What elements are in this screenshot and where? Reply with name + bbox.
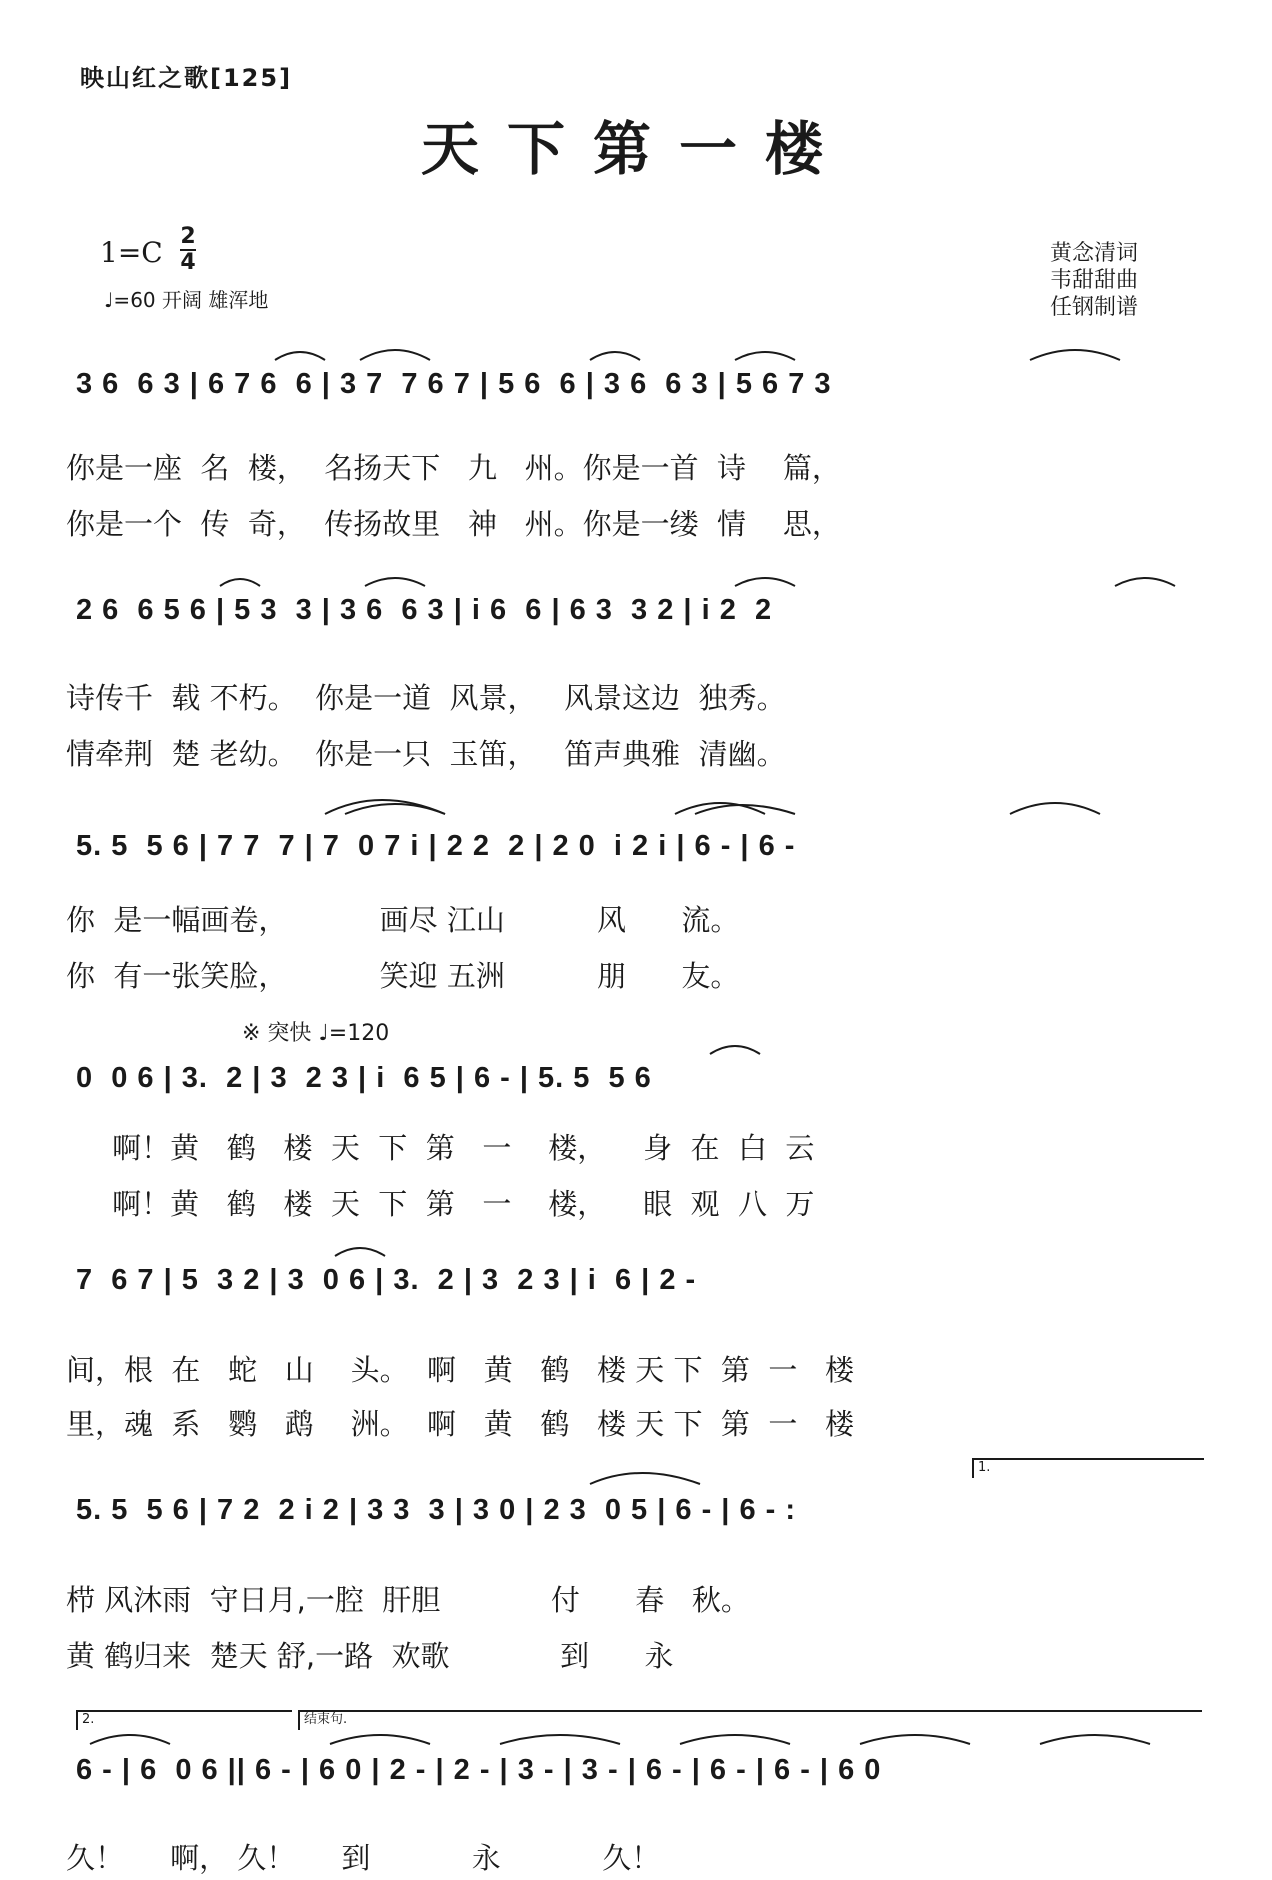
lyric-line-4-verse-2: 啊！黄 鹤 楼 天 下 第 一 楼， 眼 观 八 万	[66, 1187, 815, 1221]
lyric-line-3-verse-1: 你 是一幅画卷， 画尽 江山 风 流。	[66, 903, 740, 937]
notation-line-3: 5. 5 5 6 | 7 7 7 | 7 0 7 i | 2 2 2 | 2 0 i 2 i | 6 - | 6 -	[76, 830, 796, 862]
notation-line-6: 5. 5 5 6 | 7 2 2 i 2 | 3 3 3 | 3 0 | 2 3 0 5 | 6 - | 6 - :	[76, 1494, 797, 1526]
slur-arc	[275, 352, 325, 360]
lyric-line-6-verse-2: 黄 鹤归来 楚天 舒,一路 欢歌 到 永	[66, 1639, 674, 1673]
notation-line-7: 6 - | 6 0 6 || 6 - | 6 0 | 2 - | 2 - | 3 - | 3 - | 6 - | 6 - | 6 - | 6 0	[76, 1754, 882, 1786]
slur-arc	[735, 352, 795, 360]
slur-arc	[735, 578, 795, 586]
notation-line-2: 2 6 6 5 6 | 5 3 3 | 3 6 6 3 | i 6 6 | 6 3 3 2 | i 2 2	[76, 594, 773, 626]
lyric-line-4-verse-1: 啊！黄 鹤 楼 天 下 第 一 楼， 身 在 白 云	[66, 1131, 815, 1165]
lyric-line-2-verse-1: 诗传千 载 不朽。 你是一道 风景， 风景这边 独秀。	[66, 681, 786, 715]
lyric-line-1-verse-1: 你是一座 名 楼， 名扬天下 九 州。你是一首 诗 篇，	[66, 451, 841, 485]
song-title: 天下第一楼	[420, 115, 851, 183]
first-ending-bracket: 1.	[972, 1458, 1204, 1478]
slur-arc	[360, 350, 430, 360]
tempo-change-marker: ※ 突快 ♩=120	[242, 1021, 390, 1046]
slur-arc	[500, 1735, 620, 1744]
slur-arc	[1010, 803, 1100, 814]
notation-line-1: 3 6 6 3 | 6 7 6 6 | 3 7 7 6 7 | 5 6 6 | 3 6 6 3 | 5 6 7 3	[76, 368, 832, 400]
slur-arc	[365, 578, 425, 586]
arranger-credit: 任钢制谱	[1050, 295, 1139, 320]
slur-arc	[1030, 350, 1120, 360]
slur-arc	[710, 1046, 760, 1054]
time-signature-bottom: 4	[180, 250, 196, 275]
time-signature-top: 2	[180, 224, 196, 249]
slur-arc	[325, 800, 445, 814]
slur-arc	[590, 1473, 700, 1484]
slur-arc	[345, 804, 445, 814]
notation-line-5: 7 6 7 | 5 3 2 | 3 0 6 | 3. 2 | 3 2 3 | i 6 | 2 -	[76, 1264, 697, 1296]
slur-arc	[1115, 578, 1175, 586]
slur-arc	[680, 1735, 790, 1744]
slur-arc	[860, 1735, 970, 1744]
slur-arc	[335, 1248, 385, 1256]
lyric-line-2-verse-2: 情牵荆 楚 老幼。 你是一只 玉笛， 笛声典雅 清幽。	[66, 737, 786, 771]
lyric-line-5-verse-1: 间，根 在 蛇 山 头。 啊 黄 鹤 楼 天 下 第 一 楼	[66, 1353, 854, 1387]
slur-arc	[90, 1735, 170, 1744]
coda-bracket: 结束句.	[298, 1710, 1202, 1730]
lyric-line-1-verse-2: 你是一个 传 奇， 传扬故里 神 州。你是一缕 情 思，	[66, 507, 841, 541]
notation-line-4: 0 0 6 | 3. 2 | 3 2 3 | i 6 5 | 6 - | 5. 5 5 6	[76, 1062, 652, 1094]
key-signature: 1=C	[100, 236, 163, 269]
composer-credit: 韦甜甜曲	[1050, 268, 1139, 293]
lyric-line-7: 久！ 啊， 久！ 到 永 久！	[66, 1841, 661, 1875]
lyric-line-6-verse-1: 栉 风沐雨 守日月,一腔 肝胆 付 春 秋。	[66, 1583, 750, 1617]
slur-arc	[590, 352, 640, 360]
tempo-marking: ♩=60 开阔 雄浑地	[104, 288, 269, 312]
slur-arc	[220, 579, 260, 586]
second-ending-bracket: 2.	[76, 1710, 292, 1730]
lyricist-credit: 黄念清词	[1050, 241, 1139, 266]
slur-arc	[1040, 1735, 1150, 1744]
series-label: 映山红之歌[125]	[80, 64, 293, 92]
slur-arc	[330, 1735, 430, 1744]
lyric-line-5-verse-2: 里，魂 系 鹦 鹉 洲。 啊 黄 鹤 楼 天 下 第 一 楼	[66, 1407, 854, 1441]
lyric-line-3-verse-2: 你 有一张笑脸， 笑迎 五洲 朋 友。	[66, 959, 740, 993]
